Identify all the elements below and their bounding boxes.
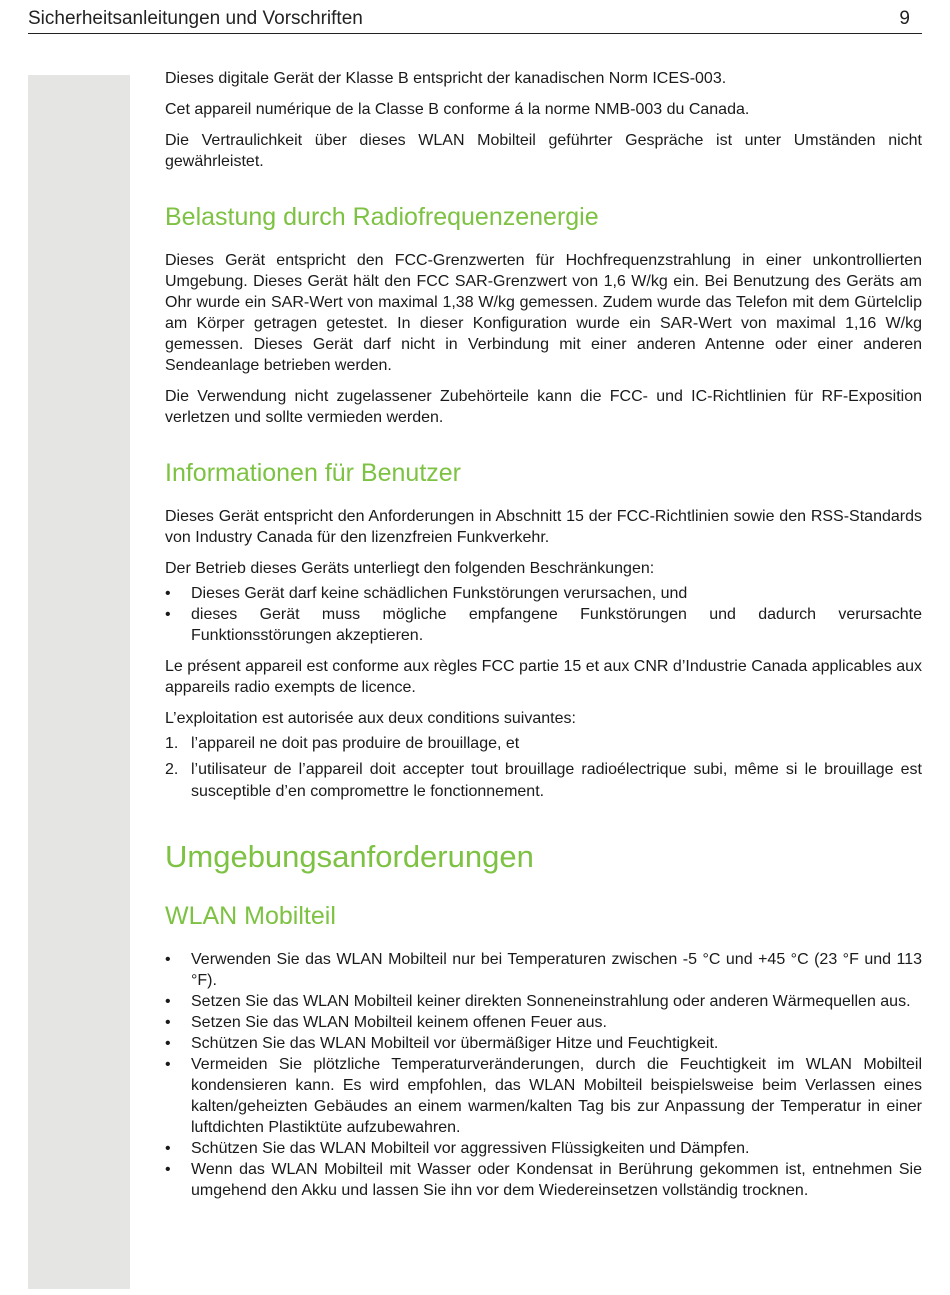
list-item-text: l’utilisateur de l’appareil doit accepter tout brouillage radioélectrique subi, même si le brouillage est susceptible d’en compromettre le fonctionnement.: [191, 761, 922, 800]
list-item: [165, 1012, 922, 1033]
list-item-text: Dieses Gerät darf keine schädlichen Funkstörungen verursachen, und: [191, 585, 688, 602]
list-item-text: Vermeiden Sie plötzliche Temperaturveränderungen, durch die Feuchtigkeit im WLAN Mobilteil kondensieren kann. Es wird empfohlen, das WLAN Mobilteil beispielsweise beim Verlassen eines kalten/geheizten Gebäudes an einem warmen/kalten Tag bis zur Anpassung der Temperatur in einer luftdichten Plastiktüte aufzubewahren.: [191, 1056, 922, 1136]
bullet-marker: •: [165, 1140, 171, 1157]
conditions-list: [165, 733, 922, 803]
environment-list: [165, 949, 922, 1201]
bullet-marker: •: [165, 606, 171, 623]
list-item: [165, 1159, 922, 1201]
list-item-text: Wenn das WLAN Mobilteil mit Wasser oder Kondensat in Berührung gekommen ist, entnehmen Sie umgehend den Akku und lassen Sie ihn vor dem Wiedereinsetzen vollständig trocknen.: [191, 1161, 922, 1199]
bullet-marker: •: [165, 1035, 171, 1052]
rf-paragraph: Die Verwendung nicht zugelassener Zubehörteile kann die FCC- und IC-Richtlinien für RF-Exposition verletzen und sollte vermieden werden.: [165, 388, 922, 426]
section-heading-rf: Belastung durch Radiofrequenzenergie: [165, 203, 599, 231]
intro-paragraph: Dieses digitale Gerät der Klasse B entspricht der kanadischen Norm ICES-003.: [165, 70, 727, 87]
header-title: Sicherheitsanleitungen und Vorschriften: [28, 8, 363, 29]
list-item: [165, 759, 922, 803]
list-item-text: Schützen Sie das WLAN Mobilteil vor übermäßiger Hitze und Feuchtigkeit.: [191, 1035, 719, 1052]
section-heading-wlan: WLAN Mobilteil: [165, 902, 336, 930]
bullet-marker: •: [165, 1056, 171, 1073]
bullet-marker: •: [165, 585, 171, 602]
user-info-paragraph: Le présent appareil est conforme aux règles FCC partie 15 et aux CNR d’Industrie Canada applicables aux appareils radio exempts de licence.: [165, 658, 922, 696]
bullet-marker: •: [165, 1014, 171, 1031]
list-item-text: l’appareil ne doit pas produire de brouillage, et: [191, 735, 520, 752]
list-item: [165, 1138, 922, 1159]
list-item-text: dieses Gerät muss mögliche empfangene Funkstörungen und dadurch verursachte Funktionsstörungen akzeptieren.: [191, 606, 922, 644]
section-heading-user-info: Informationen für Benutzer: [165, 459, 461, 487]
main-content: [165, 68, 922, 1211]
bullet-marker: •: [165, 951, 171, 968]
chapter-heading-environment: Umgebungsanforderungen: [165, 839, 534, 874]
list-item-text: Schützen Sie das WLAN Mobilteil vor aggressiven Flüssigkeiten und Dämpfen.: [191, 1140, 750, 1157]
intro-paragraph: Die Vertraulichkeit über dieses WLAN Mobilteil geführter Gespräche ist unter Umständen nicht gewährleistet.: [165, 132, 922, 170]
rf-paragraph: Dieses Gerät entspricht den FCC-Grenzwerten für Hochfrequenzstrahlung in einer unkontrollierten Umgebung. Dieses Gerät hält den FCC SAR-Grenzwert von 1,6 W/kg ein. Bei Benutzung des Geräts am Ohr wurde ein SAR-Wert von maximal 1,38 W/kg gemessen. Zudem wurde das Telefon mit dem Gürtelclip am Körper getragen getestet. In dieser Konfiguration wurde ein SAR-Wert von maximal 1,16 W/kg gemessen. Dieses Gerät darf nicht in Verbindung mit einer anderen Antenne oder einer anderen Sendeanlage betrieben werden.: [165, 252, 922, 374]
list-item-text: Setzen Sie das WLAN Mobilteil keiner direkten Sonneneinstrahlung oder anderen Wärmequellen aus.: [191, 993, 911, 1010]
list-item-text: Setzen Sie das WLAN Mobilteil keinem offenen Feuer aus.: [191, 1014, 607, 1031]
list-item: [165, 604, 922, 646]
list-item: [165, 583, 922, 604]
page-header: [28, 6, 922, 34]
bullet-marker: •: [165, 993, 171, 1010]
sidebar-bar: [28, 75, 130, 1289]
user-info-paragraph: Der Betrieb dieses Geräts unterliegt den folgenden Beschränkungen:: [165, 560, 655, 577]
restriction-list: [165, 583, 922, 646]
bullet-marker: •: [165, 1161, 171, 1178]
user-info-paragraph: L’exploitation est autorisée aux deux conditions suivantes:: [165, 710, 576, 727]
page-number: 9: [899, 8, 910, 29]
user-info-paragraph: Dieses Gerät entspricht den Anforderungen in Abschnitt 15 der FCC-Richtlinien sowie den RSS-Standards von Industry Canada für den lizenzfreien Funkverkehr.: [165, 508, 922, 546]
list-item: [165, 1054, 922, 1138]
list-item-text: Verwenden Sie das WLAN Mobilteil nur bei Temperaturen zwischen -5 °C und +45 °C (23 °F und 113 °F).: [191, 951, 922, 989]
list-number: 1.: [165, 735, 179, 752]
intro-paragraph: Cet appareil numérique de la Classe B conforme á la norme NMB-003 du Canada.: [165, 101, 750, 118]
list-item: [165, 733, 922, 755]
list-number: 2.: [165, 761, 179, 778]
list-item: [165, 949, 922, 991]
list-item: [165, 991, 922, 1012]
list-item: [165, 1033, 922, 1054]
